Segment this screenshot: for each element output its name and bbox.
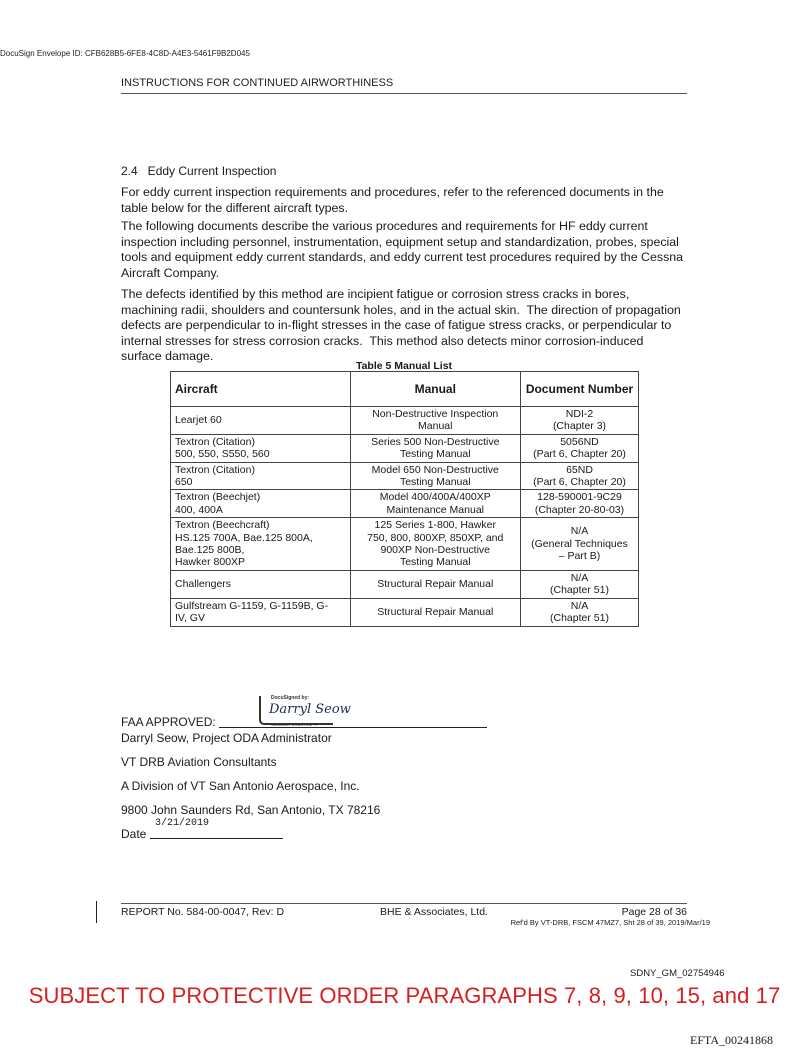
table-caption: Table 5 Manual List xyxy=(355,360,453,372)
handwritten-signature: Darryl Seow xyxy=(269,702,351,717)
cell-document-number xyxy=(520,570,638,598)
cell-aircraft-line: Learjet 60 xyxy=(175,414,222,427)
date-label: Date xyxy=(121,827,147,841)
cell-manual xyxy=(350,518,520,571)
column-header-manual: Manual xyxy=(350,372,520,407)
cell-document-number xyxy=(520,490,638,518)
cell-aircraft-line: Hawker 800XP xyxy=(175,556,246,569)
cell-manual-line: Testing Manual xyxy=(399,476,471,489)
document-header-title: INSTRUCTIONS FOR CONTINUED AIRWORTHINESS xyxy=(121,77,394,89)
cell-manual-line: Series 500 Non-Destructive xyxy=(371,435,500,448)
cell-manual xyxy=(350,490,520,518)
cell-manual-line: Model 400/400A/400XP xyxy=(379,491,491,504)
header-divider xyxy=(121,93,687,94)
date-line xyxy=(150,838,283,839)
cell-manual-line: Testing Manual xyxy=(399,448,471,461)
table-body xyxy=(171,407,639,627)
cell-manual-line: Structural Repair Manual xyxy=(377,605,494,618)
cell-document-number-line: – Part B) xyxy=(558,550,601,563)
cell-aircraft-line: 650 xyxy=(175,476,193,489)
docusign-envelope-id: DocuSign Envelope ID: CFB628B5-6FE8-4C8D-A4E3-5461F9B2D045 xyxy=(0,49,250,58)
cell-document-number-line: N/A xyxy=(570,525,589,538)
cell-document-number-line: (Chapter 3) xyxy=(552,420,607,433)
footer-report-number: REPORT No. 584-00-0047, Rev: D xyxy=(121,906,285,918)
cell-aircraft-line: 400, 400A xyxy=(175,503,223,516)
cell-aircraft xyxy=(171,598,351,626)
cell-document-number-line: (Chapter 51) xyxy=(550,612,609,625)
cell-document-number-line: (General Techniques xyxy=(531,537,628,550)
table-header-row xyxy=(171,372,639,407)
table-row xyxy=(171,490,639,518)
footer-reference: Ref'd By VT-DRB, FSCM 47MZ7, Sht 28 of 39, 2019/Mar/19 xyxy=(510,918,710,927)
cell-aircraft-line: IV, GV xyxy=(175,612,205,625)
cell-aircraft-line: Challengers xyxy=(175,578,232,591)
signature-date: 3/21/2019 xyxy=(155,818,210,829)
cell-document-number xyxy=(520,407,638,435)
cell-aircraft-line: Textron (Citation) xyxy=(175,435,255,448)
cell-manual-line: Manual xyxy=(418,420,453,433)
approver-division: A Division of VT San Antonio Aerospace, Inc. xyxy=(121,779,360,793)
cell-document-number xyxy=(520,598,638,626)
docusigned-by-label: DocuSigned by: xyxy=(271,695,310,701)
cell-manual xyxy=(350,434,520,462)
cell-aircraft xyxy=(171,462,351,490)
cell-manual xyxy=(350,598,520,626)
revision-change-bar xyxy=(96,901,97,923)
cell-manual-line: Model 650 Non-Destructive xyxy=(371,463,499,476)
protective-order-notice: SUBJECT TO PROTECTIVE ORDER PARAGRAPHS 7, 8, 9, 10, 15, and 17 xyxy=(28,983,781,1008)
cell-document-number-line: N/A xyxy=(570,599,589,612)
cell-aircraft xyxy=(171,434,351,462)
cell-manual-line: 900XP Non-Destructive xyxy=(380,544,491,557)
cell-aircraft-line: Textron (Beechcraft) xyxy=(175,519,270,532)
cell-manual xyxy=(350,462,520,490)
cell-manual xyxy=(350,570,520,598)
cell-aircraft-line: Gulfstream G-1159, G-1159B, G- xyxy=(175,599,329,612)
cell-aircraft xyxy=(171,518,351,571)
approver-address: 9800 John Saunders Rd, San Antonio, TX 78216 xyxy=(121,803,381,817)
bates-number: SDNY_GM_02754946 xyxy=(630,968,725,979)
table-row xyxy=(171,407,639,435)
cell-manual xyxy=(350,407,520,435)
signer-name-title: Darryl Seow, Project ODA Administrator xyxy=(121,731,332,745)
cell-aircraft-line: Textron (Citation) xyxy=(175,463,255,476)
cell-document-number-line: (Part 6, Chapter 20) xyxy=(533,448,626,461)
cell-document-number-line: (Chapter 20-80-03) xyxy=(534,503,625,516)
cell-document-number-line: NDI-2 xyxy=(565,408,594,420)
cell-manual-line: Maintenance Manual xyxy=(386,503,484,516)
footer-page-number: Page 28 of 36 xyxy=(621,906,687,918)
cell-manual-line: 750, 800, 800XP, 850XP, and xyxy=(367,531,504,544)
cell-manual-line: Non-Destructive Inspection xyxy=(372,408,499,420)
cell-manual-line: 125 Series 1-800, Hawker xyxy=(374,519,496,532)
cell-aircraft xyxy=(171,407,351,435)
paragraph-defects: The defects identified by this method are incipient fatigue or corrosion stress cracks in bores, machining radii, shoulders and countersunk holes, and in the actual skin. The direction of propagation defects are perpendicular to in-flight stresses in the case of fatigue stress cracks, or perpendicular to internal stresses for stress corrosion cracks. This method also detects minor corrosion-induced surface damage. xyxy=(121,287,685,364)
cell-document-number-line: 65ND xyxy=(566,463,593,476)
table-row xyxy=(171,462,639,490)
cell-aircraft-line: HS.125 700A, Bae.125 800A, xyxy=(175,531,313,544)
efta-number: EFTA_00241868 xyxy=(690,1033,774,1047)
signature-id: 4D54D5F8C35743F... xyxy=(271,723,318,728)
table-row xyxy=(171,434,639,462)
column-header-document-number: Document Number xyxy=(520,372,638,407)
signature-line xyxy=(219,727,487,728)
cell-document-number-line: N/A xyxy=(570,571,589,584)
table-row xyxy=(171,598,639,626)
faa-approved-label: FAA APPROVED: xyxy=(121,715,216,729)
section-heading: 2.4 Eddy Current Inspection xyxy=(121,164,277,178)
cell-document-number-line: 5056ND xyxy=(560,435,599,448)
cell-document-number xyxy=(520,434,638,462)
cell-document-number xyxy=(520,462,638,490)
column-header-aircraft: Aircraft xyxy=(171,372,351,407)
cell-aircraft xyxy=(171,490,351,518)
cell-aircraft xyxy=(171,570,351,598)
approver-company: VT DRB Aviation Consultants xyxy=(121,755,277,769)
cell-document-number-line: (Chapter 51) xyxy=(550,584,609,597)
manual-list-table xyxy=(170,371,639,627)
cell-document-number xyxy=(520,518,638,571)
cell-aircraft-line: Bae.125 800B, xyxy=(175,544,245,557)
cell-aircraft-line: 500, 550, S550, 560 xyxy=(175,448,270,461)
footer-divider xyxy=(121,903,687,904)
cell-aircraft-line: Textron (Beechjet) xyxy=(175,491,261,504)
paragraph-documents: The following documents describe the various procedures and requirements for HF eddy current inspection including personnel, instrumentation, equipment setup and standardization, probes, special tools and equipment eddy current standards, and eddy current test procedures required by the Cessna Aircraft Company. xyxy=(121,219,684,280)
footer-company: BHE & Associates, Ltd. xyxy=(380,906,488,918)
cell-document-number-line: 128-590001-9C29 xyxy=(537,491,622,504)
cell-document-number-line: (Part 6, Chapter 20) xyxy=(533,476,626,489)
table-row xyxy=(171,570,639,598)
table-row xyxy=(171,518,639,571)
cell-manual-line: Testing Manual xyxy=(399,556,471,569)
paragraph-reference: For eddy current inspection requirements and procedures, refer to the referenced documents in the table below for the different aircraft types. xyxy=(121,185,664,215)
cell-manual-line: Structural Repair Manual xyxy=(377,578,494,591)
